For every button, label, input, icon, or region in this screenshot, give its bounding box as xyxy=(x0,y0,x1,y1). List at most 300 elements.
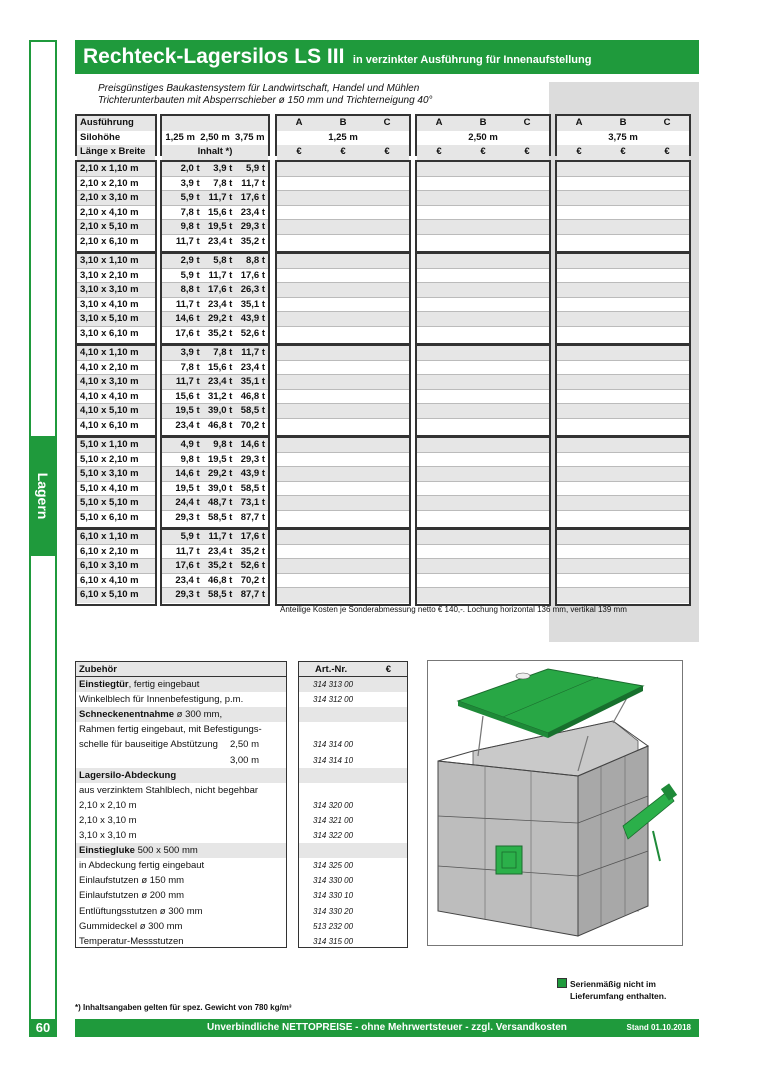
capacity-value: 11,7 t xyxy=(175,235,200,247)
capacity-value: 19,5 t xyxy=(175,405,200,417)
price-cell[interactable] xyxy=(417,375,549,390)
capacity-value: 23,4 t xyxy=(175,419,200,431)
price-cell[interactable] xyxy=(277,511,409,526)
price-cell[interactable] xyxy=(417,559,549,574)
capacity-value: 11,7 t xyxy=(208,531,233,542)
article-number xyxy=(299,783,407,798)
capacity-value: 29,3 t xyxy=(240,221,265,233)
article-number xyxy=(299,768,407,783)
article-number: 314 330 00 xyxy=(313,876,354,886)
article-number: 314 313 00 xyxy=(299,677,407,692)
size-cell: 2,10 x 2,10 m xyxy=(77,177,155,192)
price-cell[interactable] xyxy=(417,404,549,419)
capacity-row xyxy=(162,206,268,221)
variant-letter: B xyxy=(479,117,487,128)
accessory-item: Winkelblech für Innenbefestigung, p.m. xyxy=(79,694,244,706)
capacity-row xyxy=(162,404,268,419)
price-block[interactable] xyxy=(275,344,411,437)
capacity-block xyxy=(160,436,270,529)
price-cell[interactable] xyxy=(417,283,549,298)
size-cell: 6,10 x 5,10 m xyxy=(77,588,155,603)
price-cell[interactable] xyxy=(557,530,689,545)
capacity-value: 73,1 t xyxy=(240,497,265,509)
legend-swatch xyxy=(557,978,567,988)
price-cell[interactable] xyxy=(417,191,549,206)
capacity-row xyxy=(162,346,268,361)
accessory-item: aus verzinktem Stahlblech, nicht begehbar xyxy=(79,784,259,796)
article-number: 314 321 00 xyxy=(313,815,354,825)
price-cell[interactable] xyxy=(417,254,549,269)
capacity-value: 29,2 t xyxy=(208,468,233,480)
capacity-row xyxy=(162,283,268,298)
article-number: 314 312 00 xyxy=(313,695,354,705)
note-text: Anteilige Kosten je Sonderabmessung netto € 140,-. Lochung horizontal 136 mm, vertikal 139 mm xyxy=(280,605,627,614)
price-block[interactable] xyxy=(415,160,551,253)
size-cell: 6,10 x 2,10 m xyxy=(77,545,155,560)
capacity-value: 14,6 t xyxy=(175,313,200,325)
capacity-row xyxy=(162,545,268,560)
price-cell[interactable] xyxy=(557,467,689,482)
capacity-value: 43,9 t xyxy=(240,313,265,325)
price-cell[interactable] xyxy=(557,269,689,284)
capacity-value: 23,4 t xyxy=(175,574,200,586)
price-block[interactable] xyxy=(555,528,691,606)
capacity-value: 7,8 t xyxy=(213,177,233,189)
accessory-item: Einstiegtür, fertig eingebaut xyxy=(76,677,286,692)
capacity-value: 14,6 t xyxy=(175,468,200,480)
price-cell[interactable] xyxy=(557,588,689,603)
price-cell[interactable] xyxy=(277,206,409,221)
size-cell: 3,10 x 6,10 m xyxy=(77,327,155,342)
price-cell[interactable] xyxy=(277,220,409,235)
capacity-value: 35,2 t xyxy=(240,545,265,557)
variant-letter: B xyxy=(339,117,347,128)
accessories-art-table xyxy=(298,661,408,948)
size-block xyxy=(75,160,157,253)
header-laenge-breite: Länge x Breite xyxy=(77,145,155,160)
size-cell: 2,10 x 3,10 m xyxy=(77,191,155,206)
price-cell[interactable] xyxy=(277,467,409,482)
capacity-row xyxy=(162,327,268,342)
capacity-row xyxy=(162,559,268,574)
currency-symbol: € xyxy=(384,146,390,157)
price-cell[interactable] xyxy=(557,559,689,574)
capacity-value: 31,2 t xyxy=(208,390,233,402)
price-cell[interactable] xyxy=(557,482,689,497)
size-cell: 4,10 x 1,10 m xyxy=(77,346,155,361)
price-cell[interactable] xyxy=(417,327,549,342)
price-cell[interactable] xyxy=(277,390,409,405)
size-block xyxy=(75,252,157,345)
price-cell[interactable] xyxy=(417,467,549,482)
capacity-row xyxy=(162,511,268,526)
art-nr-label: Art.-Nr. xyxy=(315,664,348,675)
accessory-item: 3,00 m xyxy=(229,754,259,766)
article-number: 314 320 00 xyxy=(313,800,354,810)
price-cell[interactable] xyxy=(417,496,549,511)
size-cell: 4,10 x 2,10 m xyxy=(77,361,155,376)
size-cell: 2,10 x 6,10 m xyxy=(77,235,155,250)
size-block xyxy=(75,344,157,437)
page-subtitle: in verzinkter Ausführung für Innenaufstellung xyxy=(352,54,592,66)
footer-bar xyxy=(75,1019,699,1037)
variant-letter: C xyxy=(523,117,531,128)
capacity-value: 23,4 t xyxy=(208,235,233,247)
silo-illustration xyxy=(427,660,683,946)
price-cell[interactable] xyxy=(417,269,549,284)
price-cell[interactable] xyxy=(277,530,409,545)
price-block[interactable] xyxy=(415,344,551,437)
price-cell[interactable] xyxy=(417,574,549,589)
intro-text xyxy=(98,83,433,107)
price-block[interactable] xyxy=(415,252,551,345)
price-cell[interactable] xyxy=(277,559,409,574)
price-cell[interactable] xyxy=(557,545,689,560)
capacity-row xyxy=(162,235,268,250)
price-cell[interactable] xyxy=(277,453,409,468)
price-cell[interactable] xyxy=(417,206,549,221)
price-cell[interactable] xyxy=(557,235,689,250)
capacity-value: 23,4 t xyxy=(208,376,233,388)
capacity-row xyxy=(162,390,268,405)
capacity-value: 3,9 t xyxy=(180,347,200,358)
size-cell: 6,10 x 4,10 m xyxy=(77,574,155,589)
price-label: € xyxy=(385,664,391,675)
price-cell[interactable] xyxy=(417,361,549,376)
accessories-title: Zubehör xyxy=(76,662,286,677)
capacity-value: 15,6 t xyxy=(208,206,233,218)
price-cell[interactable] xyxy=(557,298,689,313)
price-cell[interactable] xyxy=(557,312,689,327)
price-block[interactable] xyxy=(275,436,411,529)
price-cell[interactable] xyxy=(557,220,689,235)
capacity-value: 19,5 t xyxy=(175,482,200,494)
price-cell[interactable] xyxy=(277,269,409,284)
price-block[interactable] xyxy=(275,528,411,606)
capacity-value: 2,9 t xyxy=(180,255,200,266)
price-block[interactable] xyxy=(275,252,411,345)
price-cell[interactable] xyxy=(557,496,689,511)
price-block[interactable] xyxy=(275,160,411,253)
price-cell[interactable] xyxy=(277,162,409,177)
accessory-item: 2,10 x 2,10 m xyxy=(79,799,137,811)
page-title: Rechteck-Lagersilos LS III xyxy=(83,45,345,68)
size-cell: 5,10 x 6,10 m xyxy=(77,511,155,526)
capacity-value: 35,2 t xyxy=(240,235,265,247)
price-header-group xyxy=(275,114,411,156)
article-number: 314 330 10 xyxy=(313,891,354,901)
capacity-row xyxy=(162,220,268,235)
capacity-value: 5,8 t xyxy=(213,255,233,266)
article-number xyxy=(299,707,407,722)
price-cell[interactable] xyxy=(417,298,549,313)
capacity-value: 26,3 t xyxy=(240,284,265,296)
capacity-row xyxy=(162,482,268,497)
capacity-row xyxy=(162,298,268,313)
size-cell: 6,10 x 3,10 m xyxy=(77,559,155,574)
accessories-table xyxy=(75,661,287,948)
capacity-value: 4,9 t xyxy=(180,439,200,450)
price-cell[interactable] xyxy=(277,235,409,250)
capacity-value: 29,3 t xyxy=(175,589,200,601)
price-cell[interactable] xyxy=(277,438,409,453)
capacity-value: 7,8 t xyxy=(180,206,200,218)
price-cell[interactable] xyxy=(557,453,689,468)
currency-symbol: € xyxy=(576,146,582,157)
capacity-value: 35,2 t xyxy=(208,560,233,572)
price-cell[interactable] xyxy=(277,496,409,511)
capacity-row xyxy=(162,588,268,603)
price-cell[interactable] xyxy=(557,191,689,206)
capacity-value: 15,6 t xyxy=(208,361,233,373)
price-cell[interactable] xyxy=(557,177,689,192)
capacity-value: 23,4 t xyxy=(208,545,233,557)
price-cell[interactable] xyxy=(277,298,409,313)
capacity-row xyxy=(162,191,268,206)
price-block[interactable] xyxy=(415,436,551,529)
capacity-block xyxy=(160,528,270,606)
capacity-value: 46,8 t xyxy=(240,390,265,402)
price-cell[interactable] xyxy=(277,545,409,560)
price-cell[interactable] xyxy=(417,162,549,177)
size-cell: 4,10 x 5,10 m xyxy=(77,404,155,419)
price-cell[interactable] xyxy=(557,390,689,405)
capacity-value: 39,0 t xyxy=(208,405,233,417)
price-cell[interactable] xyxy=(417,419,549,434)
capacity-value: 87,7 t xyxy=(240,511,265,523)
price-cell[interactable] xyxy=(417,530,549,545)
capacity-row xyxy=(162,177,268,192)
price-cell[interactable] xyxy=(277,254,409,269)
title-bar xyxy=(75,40,699,74)
capacity-value: 7,8 t xyxy=(213,347,233,358)
price-cell[interactable] xyxy=(557,511,689,526)
capacity-value: 35,2 t xyxy=(208,327,233,339)
capacity-value: 8,8 t xyxy=(245,255,265,266)
price-cell[interactable] xyxy=(557,283,689,298)
capacity-value: 17,6 t xyxy=(240,192,265,204)
capacity-value: 11,7 t xyxy=(208,269,233,281)
price-cell[interactable] xyxy=(277,312,409,327)
price-cell[interactable] xyxy=(277,361,409,376)
capacity-value: 5,9 t xyxy=(180,531,200,542)
article-number xyxy=(299,843,407,858)
capacity-value: 19,5 t xyxy=(208,453,233,465)
price-cell[interactable] xyxy=(277,574,409,589)
capacity-value: 29,3 t xyxy=(240,453,265,465)
capacity-value: 58,5 t xyxy=(240,482,265,494)
variant-letter: C xyxy=(383,117,391,128)
price-cell[interactable] xyxy=(557,404,689,419)
header-inhalt xyxy=(160,114,270,156)
capacity-row xyxy=(162,438,268,453)
accessory-item: 3,10 x 3,10 m xyxy=(79,830,137,842)
intro-line: Trichterunterbauten mit Absperrschieber ø 150 mm und Trichterneigung 40° xyxy=(98,95,433,106)
article-number: 314 314 10 xyxy=(313,755,354,765)
accessory-item: 2,10 x 3,10 m xyxy=(79,814,137,826)
price-cell[interactable] xyxy=(557,206,689,221)
capacity-row xyxy=(162,375,268,390)
capacity-value: 35,1 t xyxy=(240,298,265,310)
accessory-item: Einlaufstutzen ø 150 mm xyxy=(79,875,185,887)
price-cell[interactable] xyxy=(417,588,549,603)
capacity-row xyxy=(162,254,268,269)
variant-letter: A xyxy=(575,117,583,128)
accessory-item: Gummideckel ø 300 mm xyxy=(79,920,183,932)
capacity-value: 39,0 t xyxy=(208,482,233,494)
price-cell[interactable] xyxy=(417,312,549,327)
section-tab-lagern[interactable] xyxy=(29,436,57,556)
article-number: 513 232 00 xyxy=(313,921,354,931)
capacity-value: 17,6 t xyxy=(175,327,200,339)
accessory-item: Entlüftungsstutzen ø 300 mm xyxy=(79,905,203,917)
page-number: 60 xyxy=(29,1019,57,1037)
header-inhalt-label: Inhalt *) xyxy=(162,145,268,160)
price-cell[interactable] xyxy=(557,375,689,390)
currency-symbol: € xyxy=(340,146,346,157)
accessory-item: in Abdeckung fertig eingebaut xyxy=(79,860,205,872)
price-block[interactable] xyxy=(555,344,691,437)
size-cell: 6,10 x 1,10 m xyxy=(77,530,155,545)
capacity-value: 35,1 t xyxy=(240,376,265,388)
size-cell: 3,10 x 1,10 m xyxy=(77,254,155,269)
capacity-value: 29,2 t xyxy=(208,313,233,325)
price-cell[interactable] xyxy=(557,346,689,361)
accessory-item: Schneckenentnahme ø 300 mm, xyxy=(76,707,286,722)
capacity-value: 23,4 t xyxy=(240,206,265,218)
capacity-block xyxy=(160,160,270,253)
size-block xyxy=(75,528,157,606)
capacity-value: 7,8 t xyxy=(180,361,200,373)
capacity-value: 9,8 t xyxy=(180,453,200,465)
capacity-value: 9,8 t xyxy=(213,439,233,450)
price-cell[interactable] xyxy=(417,453,549,468)
accessory-item: Lagersilo-Abdeckung xyxy=(76,768,286,783)
price-block[interactable] xyxy=(555,252,691,345)
capacity-value: 70,2 t xyxy=(240,419,265,431)
capacity-value: 11,7 t xyxy=(241,347,265,358)
capacity-value: 8,8 t xyxy=(180,284,200,296)
capacity-row xyxy=(162,530,268,545)
price-cell[interactable] xyxy=(417,482,549,497)
size-cell: 3,10 x 4,10 m xyxy=(77,298,155,313)
price-cell[interactable] xyxy=(277,327,409,342)
size-cell: 5,10 x 2,10 m xyxy=(77,453,155,468)
price-cell[interactable] xyxy=(277,375,409,390)
capacity-value: 48,7 t xyxy=(208,497,233,509)
accessory-item: Rahmen fertig eingebaut, mit Befestigungs- xyxy=(79,724,262,736)
capacity-value: 58,5 t xyxy=(240,405,265,417)
header-silohoehe: Silohöhe xyxy=(80,131,121,143)
capacity-value: 9,8 t xyxy=(180,221,200,233)
capacity-value: 43,9 t xyxy=(240,468,265,480)
price-block[interactable] xyxy=(415,528,551,606)
capacity-value: 17,6 t xyxy=(175,560,200,572)
capacity-value: 46,8 t xyxy=(208,419,233,431)
price-cell[interactable] xyxy=(417,177,549,192)
currency-symbol: € xyxy=(620,146,626,157)
variant-letter: C xyxy=(663,117,671,128)
intro-line: Preisgünstiges Baukastensystem für Landwirtschaft, Handel und Mühlen xyxy=(98,83,420,94)
price-cell[interactable] xyxy=(277,346,409,361)
price-cell[interactable] xyxy=(417,346,549,361)
price-cell[interactable] xyxy=(277,482,409,497)
variant-letter: A xyxy=(435,117,443,128)
article-number xyxy=(299,722,407,737)
capacity-row xyxy=(162,361,268,376)
capacity-value: 58,5 t xyxy=(208,589,233,601)
capacity-value: 58,5 t xyxy=(208,511,233,523)
capacity-row xyxy=(162,419,268,434)
header-left xyxy=(75,114,157,156)
price-cell[interactable] xyxy=(557,327,689,342)
price-header-group xyxy=(555,114,691,156)
price-cell[interactable] xyxy=(417,438,549,453)
price-cell[interactable] xyxy=(557,419,689,434)
price-cell[interactable] xyxy=(557,254,689,269)
price-cell[interactable] xyxy=(417,220,549,235)
capacity-value: 2,0 t xyxy=(180,163,200,174)
header-heights: 1,25 m 2,50 m 3,75 m xyxy=(165,131,265,143)
price-cell[interactable] xyxy=(277,177,409,192)
price-cell[interactable] xyxy=(557,438,689,453)
capacity-value: 5,9 t xyxy=(180,192,200,204)
price-cell[interactable] xyxy=(557,361,689,376)
legend-text: Serienmäßig nicht im Lieferumfang enthalten. xyxy=(570,979,667,1001)
price-cell[interactable] xyxy=(417,390,549,405)
capacity-value: 3,9 t xyxy=(180,177,200,189)
accessory-item: Einlaufstutzen ø 200 mm xyxy=(79,890,185,902)
price-cell[interactable] xyxy=(277,191,409,206)
size-cell: 5,10 x 3,10 m xyxy=(77,467,155,482)
price-cell[interactable] xyxy=(417,545,549,560)
price-block[interactable] xyxy=(555,160,691,253)
size-block xyxy=(75,436,157,529)
price-header-group xyxy=(415,114,551,156)
article-number: 314 330 20 xyxy=(313,906,354,916)
price-cell[interactable] xyxy=(557,162,689,177)
price-cell[interactable] xyxy=(417,235,549,250)
capacity-row xyxy=(162,467,268,482)
price-cell[interactable] xyxy=(277,404,409,419)
capacity-value: 17,6 t xyxy=(240,531,265,542)
currency-symbol: € xyxy=(524,146,530,157)
size-cell: 5,10 x 4,10 m xyxy=(77,482,155,497)
capacity-value: 87,7 t xyxy=(240,589,265,601)
currency-symbol: € xyxy=(664,146,670,157)
size-cell: 2,10 x 4,10 m xyxy=(77,206,155,221)
capacity-block xyxy=(160,252,270,345)
capacity-row xyxy=(162,453,268,468)
price-cell[interactable] xyxy=(557,574,689,589)
capacity-value: 11,7 t xyxy=(241,177,265,189)
price-cell[interactable] xyxy=(277,419,409,434)
capacity-value: 5,9 t xyxy=(180,269,200,281)
variant-letter: B xyxy=(619,117,627,128)
article-number: 314 315 00 xyxy=(313,936,354,946)
price-cell[interactable] xyxy=(417,511,549,526)
group-height: 1,25 m xyxy=(328,131,358,143)
price-cell[interactable] xyxy=(277,283,409,298)
capacity-value: 29,3 t xyxy=(175,511,200,523)
size-cell: 5,10 x 1,10 m xyxy=(77,438,155,453)
accessory-item: schelle für bauseitige Abstützung 2,50 m xyxy=(79,739,259,751)
price-cell[interactable] xyxy=(277,588,409,603)
variant-letter: A xyxy=(295,117,303,128)
price-block[interactable] xyxy=(555,436,691,529)
header-ausfuehrung: Ausführung xyxy=(77,116,155,131)
capacity-value: 24,4 t xyxy=(175,497,200,509)
